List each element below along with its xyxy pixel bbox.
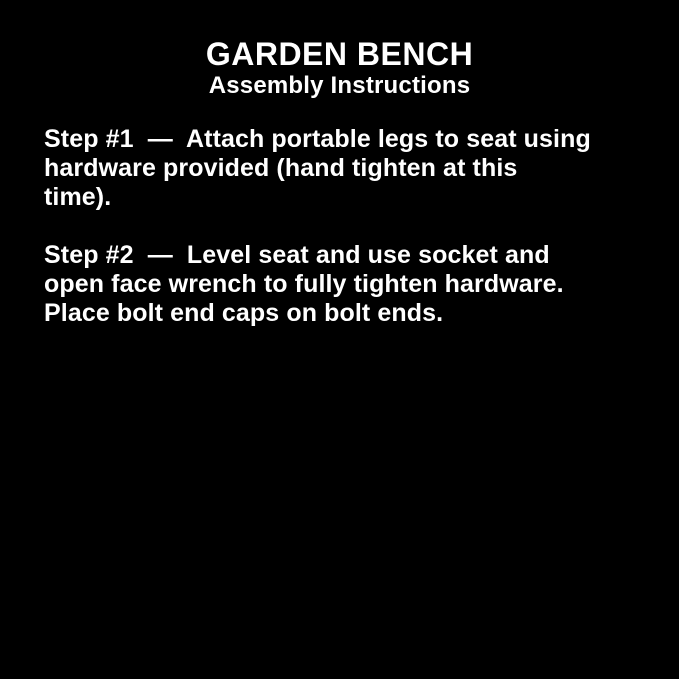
- step-2: [44, 241, 635, 328]
- step-2-line: Step #2 — Level seat and use socket and: [44, 241, 550, 269]
- header: [0, 0, 679, 100]
- step-1: [44, 125, 635, 212]
- step-1-line: Step #1 — Attach portable legs to seat using: [44, 125, 591, 153]
- page-subtitle: Assembly Instructions: [208, 72, 471, 99]
- page-title: GARDEN BENCH: [205, 36, 474, 72]
- step-1-line: hardware provided (hand tighten at this: [44, 154, 518, 182]
- step-2-line: open face wrench to fully tighten hardware.: [44, 270, 564, 298]
- step-1-line: time).: [44, 183, 112, 211]
- step-2-line: Place bolt end caps on bolt ends.: [44, 299, 444, 327]
- instructions: [0, 125, 679, 328]
